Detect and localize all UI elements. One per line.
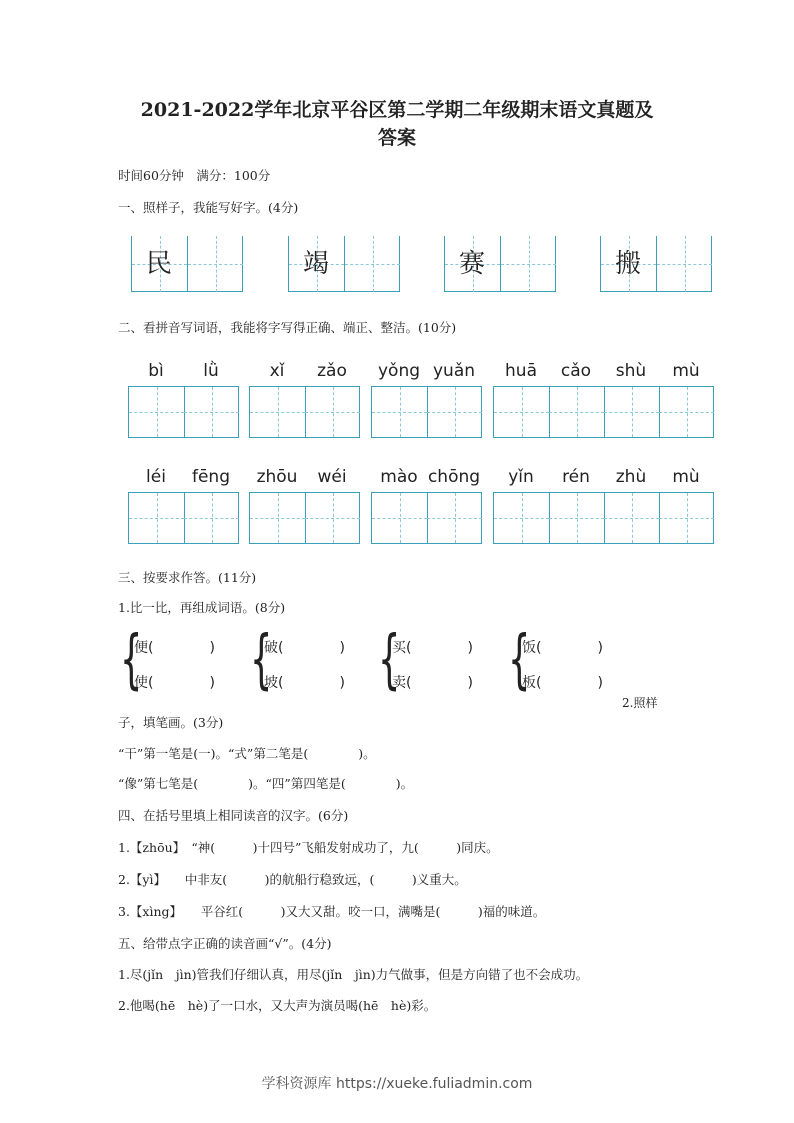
q2-word-box [249,386,360,438]
q2-grid-cell [372,493,428,543]
page-title: 2021-2022学年北京平谷区第二学期二年级期末语文真题及 [140,99,654,121]
q1-grid-cell [500,236,556,292]
q3-sub2-head: 子，填笔画。(3分) [118,715,224,730]
q2-pinyin: fēng [191,467,230,487]
q3-sub2-tail: 2.照样 [622,696,658,710]
q2-grid-cell [494,493,550,543]
q2-word-box [493,492,714,544]
q2-grid-cell [604,387,660,437]
q1-char-box [288,236,400,292]
q1-sample-char: 民 [145,249,172,279]
q3-compare-item: 板( ) [522,675,603,691]
q4-item: 1.【zhōu】 “神( )十四号”飞船发射成功了，九( )同庆。 [118,840,499,855]
q2-word-box [128,492,239,544]
q2-pinyin: wéi [317,467,347,487]
q2-pinyin: zhōu [256,467,298,487]
q3-compare-item: 使( ) [134,675,215,691]
q2-word-box [371,492,482,544]
brace-symbol: { [508,623,531,697]
q3-sub1: 1.比一比，再组成词语。(8分) [118,600,286,615]
q3-compare-item: 饭( ) [522,640,603,656]
exam-meta: 时间60分钟 满分：100分 [118,168,271,183]
q1-heading: 一、照样子，我能写好字。(4分) [118,200,299,215]
q2-grid-cell [184,387,239,437]
q3-stroke-line-a: “干”第一笔是(一)。“式”第二笔是( )。 [118,746,376,761]
q1-char-box [444,236,556,292]
q2-pinyin: mù [672,467,700,487]
q2-pinyin: xǐ [269,361,285,381]
q3-compare-item: 卖( ) [392,675,473,691]
q2-pinyin: shù [615,361,647,381]
q2-word-box [371,386,482,438]
q1-sample-char: 竭 [302,249,329,279]
q2-pinyin: yǒng [377,361,421,381]
q2-pinyin: mù [672,361,700,381]
q2-grid-cell [372,387,428,437]
q2-word-box [493,386,714,438]
q3-compare-item: 买( ) [392,640,473,656]
q2-grid-cell [129,387,185,437]
q2-pinyin: léi [146,467,166,487]
q2-grid-cell [604,493,660,543]
q4-heading: 四、在括号里填上相同读音的汉字。(6分) [118,808,349,823]
q2-pinyin: chōng [427,467,481,487]
q2-pinyin: zhù [615,467,647,487]
q2-word-box [128,386,239,438]
q1-char-box [131,236,243,292]
q2-grid-cell [494,387,550,437]
brace-symbol: { [250,623,273,697]
q1-grid-cell [187,236,243,292]
q2-pinyin: lǜ [203,361,219,381]
q2-grid-cell [184,493,239,543]
q4-item: 2.【yì】 中非友( )的航船行稳致远，( )义重大。 [118,872,467,887]
q3-heading: 三、按要求作答。(11分) [118,570,257,585]
q2-grid-cell [549,493,605,543]
footer-watermark: 学科资源库 https://xueke.fuliadmin.com [261,1076,533,1092]
q2-heading: 二、看拼音写词语，我能将字写得正确、端正、整洁。(10分) [118,320,457,335]
q2-grid-cell [250,493,306,543]
q2-pinyin: bì [148,361,164,381]
q2-pinyin: zǎo [317,361,347,381]
q5-item: 1.尽(jǐn jìn)管我们仔细认真，用尽(jǐn jìn)力气做事，但是方向错了也不会成功。 [118,967,589,982]
q2-word-box [249,492,360,544]
q2-pinyin: huā [505,361,537,381]
q2-grid-cell [250,387,306,437]
q2-grid-cell [305,387,360,437]
q1-grid-cell [656,236,712,292]
page-title-line2: 答案 [377,127,416,149]
q2-grid-cell [659,387,714,437]
q1-grid-cell [344,236,400,292]
q2-pinyin: yǐn [508,467,534,487]
q1-sample-char: 搬 [614,249,641,279]
q4-item: 3.【xìng】 平谷红( )又大又甜。咬一口，满嘴是( )福的味道。 [118,904,546,919]
brace-symbol: { [378,623,401,697]
q2-pinyin: yuǎn [432,361,476,381]
q2-grid-cell [305,493,360,543]
q2-grid-cell [659,493,714,543]
q2-grid-cell [427,493,482,543]
q2-grid-cell [549,387,605,437]
q1-sample-char: 赛 [458,249,485,279]
q2-pinyin: cǎo [560,361,592,381]
q2-pinyin: mào [380,467,418,487]
q2-pinyin: rén [562,467,590,487]
q3-compare-item: 便( ) [134,640,215,656]
q2-grid-cell [427,387,482,437]
q2-grid-cell [129,493,185,543]
q3-stroke-line-b: “像”第七笔是( )。“四”第四笔是( )。 [118,776,414,791]
q3-compare-item: 坡( ) [264,675,345,691]
q3-compare-item: 破( ) [264,640,345,656]
q5-heading: 五、给带点字正确的读音画“√”。(4分) [118,936,332,951]
brace-symbol: { [120,623,143,697]
q1-char-box [600,236,712,292]
q5-item: 2.他喝(hē hè)了一口水，又大声为演员喝(hē hè)彩。 [118,998,437,1013]
